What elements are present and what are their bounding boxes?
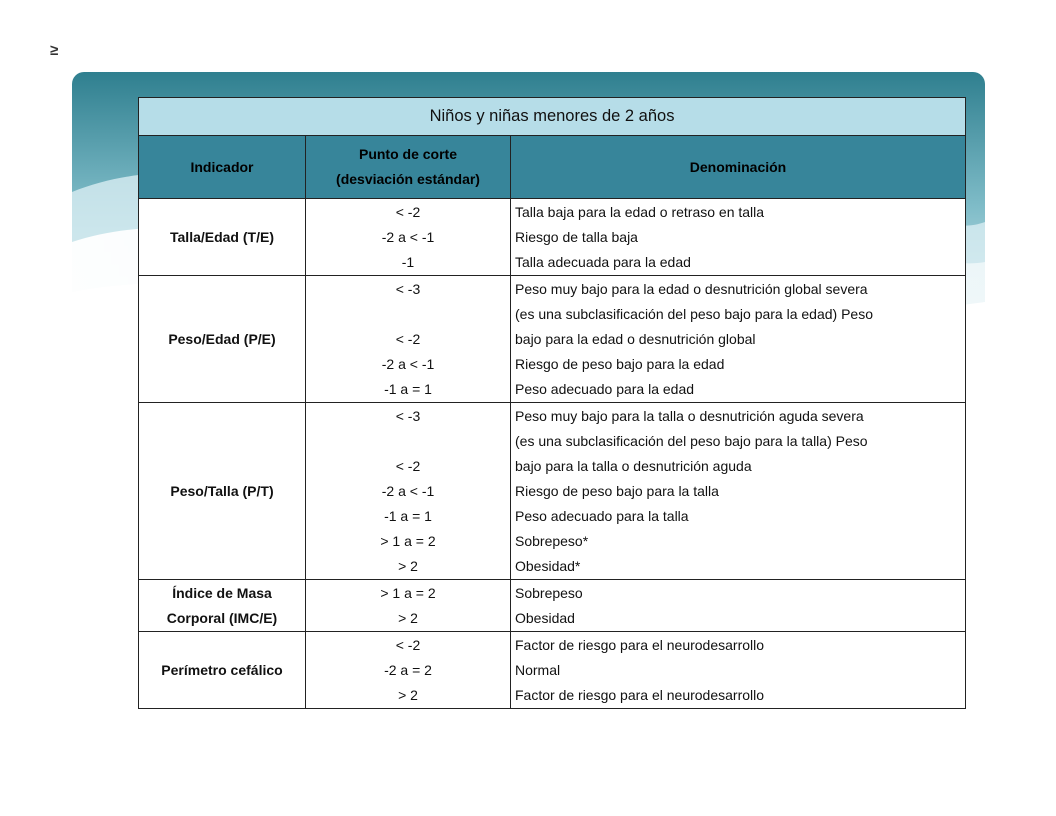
cutoff-cell	[306, 580, 511, 632]
denomination-line: bajo para la edad o desnutrición global	[515, 331, 756, 347]
cutoff-line: < -2	[395, 458, 421, 474]
cutoff-line: -1 a = 1	[384, 381, 432, 397]
spacer	[306, 429, 510, 454]
classification-table	[138, 97, 966, 709]
indicator-line: Índice de Masa	[172, 584, 272, 601]
indicator-line: Corporal (IMC/E)	[166, 609, 278, 626]
denomination-line: Riesgo de peso bajo para la talla	[515, 483, 719, 499]
denomination-line: Peso muy bajo para la talla o desnutrición aguda severa	[515, 408, 864, 424]
indicator-cell	[139, 199, 306, 276]
denomination-line: bajo para la talla o desnutrición aguda	[515, 458, 752, 474]
table-body	[139, 199, 966, 709]
cutoff-cell	[306, 632, 511, 709]
denomination-line: Normal	[515, 662, 561, 678]
cutoff-line: -1	[401, 254, 415, 270]
denomination-line: Sobrepeso*	[515, 533, 589, 549]
indicator-cell	[139, 632, 306, 709]
header-cutoff	[306, 136, 511, 199]
cutoff-line: -1 a = 1	[384, 508, 432, 524]
denomination-cell	[511, 632, 966, 709]
table-row	[139, 276, 966, 403]
cutoff-line: -2 a < -1	[381, 356, 435, 372]
cutoff-line: -2 a < -1	[381, 229, 435, 245]
indicator-line: Peso/Edad (P/E)	[168, 330, 276, 347]
cutoff-line: < -2	[395, 331, 421, 347]
indicator-line: Peso/Talla (P/T)	[170, 482, 274, 499]
cutoff-cell	[306, 403, 511, 580]
indicator-cell	[139, 403, 306, 580]
denomination-line: Riesgo de peso bajo para la edad	[515, 356, 725, 372]
denomination-line: Talla baja para la edad o retraso en talla	[515, 204, 765, 220]
header-cutoff-line1: Punto de corte	[358, 146, 457, 162]
cutoff-line: -2 a < -1	[381, 483, 435, 499]
cutoff-line: < -3	[395, 281, 421, 297]
cutoff-line: > 1 a = 2	[380, 533, 436, 549]
table-row	[139, 632, 966, 709]
denomination-line: Peso adecuado para la edad	[515, 381, 695, 397]
denomination-cell	[511, 580, 966, 632]
classification-table-container	[138, 97, 965, 709]
indicator-line: Perímetro cefálico	[161, 661, 283, 678]
spacer	[306, 302, 510, 327]
denomination-cell	[511, 403, 966, 580]
denomination-cell	[511, 199, 966, 276]
cutoff-line: > 2	[398, 558, 418, 574]
indicator-cell	[139, 580, 306, 632]
table-row	[139, 199, 966, 276]
denomination-line: Factor de riesgo para el neurodesarrollo	[515, 687, 765, 703]
indicator-cell	[139, 276, 306, 403]
indicator-line: Talla/Edad (T/E)	[170, 228, 274, 245]
cutoff-cell	[306, 276, 511, 403]
denomination-line: Peso adecuado para la talla	[515, 508, 689, 524]
denomination-line: Obesidad	[515, 610, 575, 626]
denomination-line: Riesgo de talla baja	[515, 229, 638, 245]
table-row	[139, 403, 966, 580]
denomination-line: Sobrepeso	[515, 585, 583, 601]
header-cutoff-line2: (desviación estándar)	[336, 171, 480, 187]
denomination-line: Talla adecuada para la edad	[515, 254, 691, 270]
table-title: Niños y niñas menores de 2 años	[139, 98, 966, 136]
table-row	[139, 580, 966, 632]
cutoff-line: < -3	[395, 408, 421, 424]
header-denomination: Denominación	[511, 136, 966, 199]
denomination-line: Factor de riesgo para el neurodesarrollo	[515, 637, 765, 653]
denomination-line: Obesidad*	[515, 558, 581, 574]
cutoff-line: < -2	[395, 204, 421, 220]
denomination-line: Peso muy bajo para la edad o desnutrición global severa	[515, 281, 868, 297]
header-indicator: Indicador	[139, 136, 306, 199]
denomination-line: (es una subclasificación del peso bajo para la edad) Peso	[515, 306, 874, 322]
cutoff-line: < -2	[395, 637, 421, 653]
denomination-line: (es una subclasificación del peso bajo para la talla) Peso	[515, 433, 868, 449]
cutoff-cell	[306, 199, 511, 276]
cutoff-line: -2 a = 2	[384, 662, 432, 678]
cutoff-line: > 2	[398, 687, 418, 703]
cutoff-line: > 1 a = 2	[380, 585, 436, 601]
cutoff-line: > 2	[398, 610, 418, 626]
denomination-cell	[511, 276, 966, 403]
corner-symbol: ≥	[50, 42, 59, 59]
